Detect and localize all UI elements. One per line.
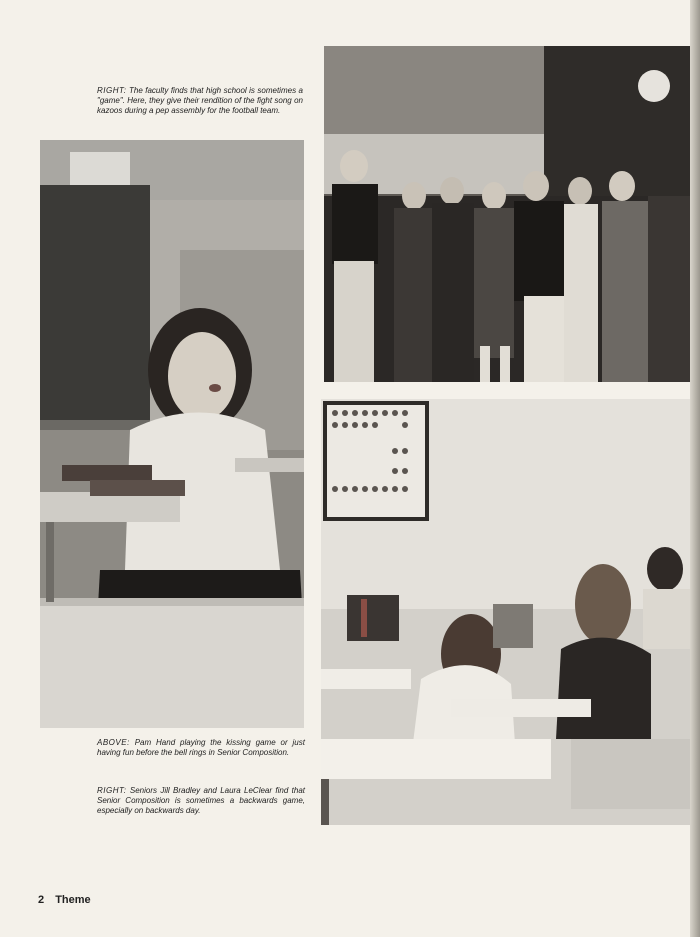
caption-lead: RIGHT: bbox=[97, 86, 127, 95]
caption-pam-hand bbox=[97, 738, 305, 758]
page-edge-shadow bbox=[690, 0, 700, 937]
caption-faculty-kazoos bbox=[97, 86, 303, 116]
caption-body: The faculty finds that high school is sometimes a "game". Here, they give their rendition of the fight song on kazoos during a pep assembly for the football team. bbox=[97, 86, 303, 115]
caption-lead: ABOVE: bbox=[97, 738, 130, 747]
photo-classroom-right-art bbox=[321, 399, 692, 825]
page-number: 2 bbox=[38, 894, 45, 906]
caption-seniors-backwards-day bbox=[97, 786, 305, 816]
caption-body: Seniors Jill Bradley and Laura LeClear find that Senior Composition is sometimes a backwards game, especially on backwards day. bbox=[97, 786, 305, 815]
caption-body: Pam Hand playing the kissing game or just having fun before the bell rings in Senior Composition. bbox=[97, 738, 305, 757]
photo-gym-art bbox=[324, 46, 692, 382]
photo-faculty-kazoo-band bbox=[324, 46, 692, 382]
photo-students-reading-backwards bbox=[321, 399, 692, 825]
caption-lead: RIGHT: bbox=[97, 786, 127, 795]
section-title: Theme bbox=[55, 894, 91, 906]
photo-student-blowing-kiss bbox=[40, 140, 304, 728]
page-folio bbox=[38, 894, 91, 906]
photo-classroom-left-art bbox=[40, 140, 304, 728]
